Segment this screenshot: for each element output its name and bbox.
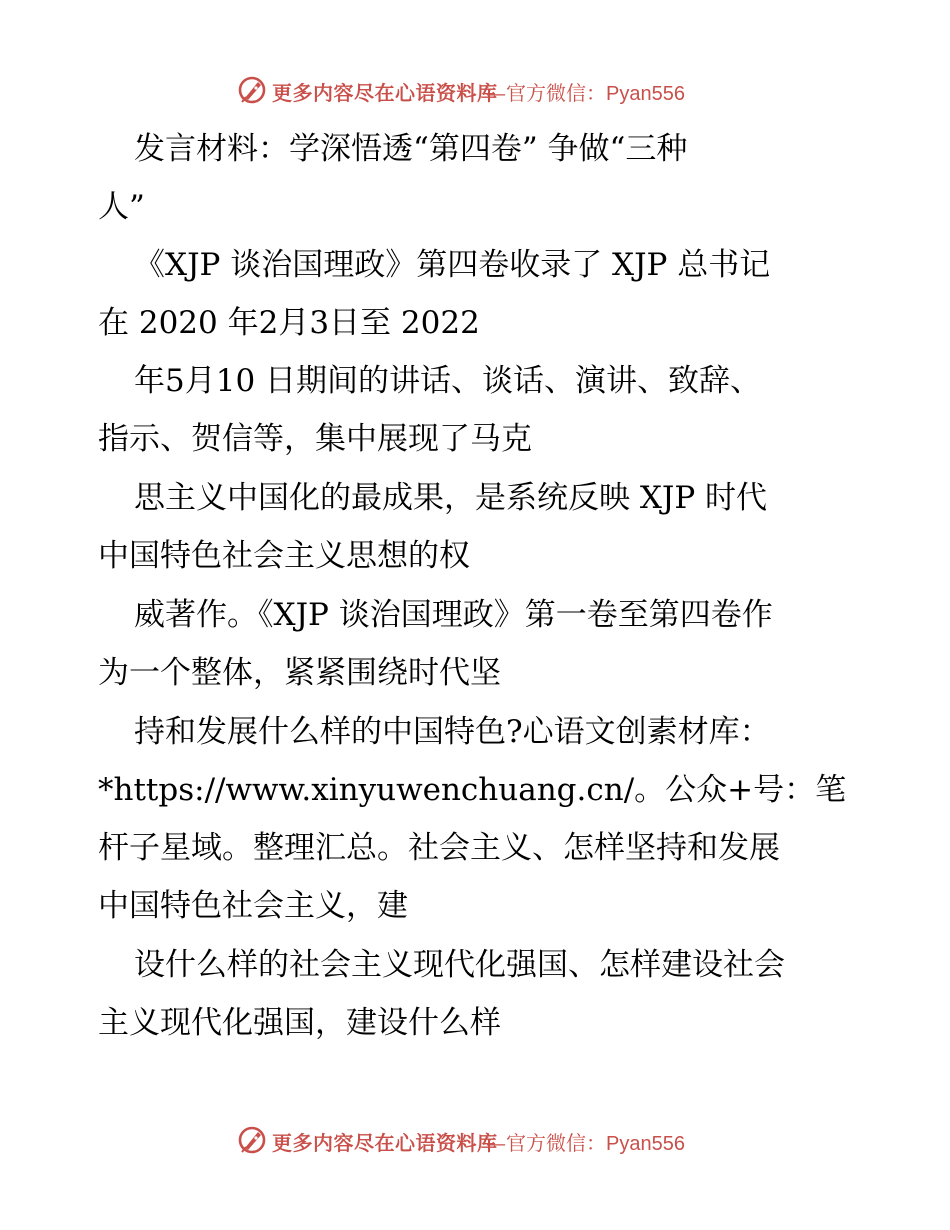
watermark-contact — [486, 1127, 685, 1156]
watermark-contact-id: Pyan556 — [606, 1133, 685, 1155]
body-line-13: 设什么样的社会主义现代化强国、怎样建设社会 — [134, 947, 785, 983]
watermark-banner-top — [0, 68, 950, 112]
body-line-5: 思主义中国化的最成果，是系统反映 XJP 时代 — [134, 480, 768, 516]
watermark-contact-id: Pyan556 — [606, 83, 685, 105]
body-line-11: 杆子星域。整理汇总。社会主义、怎样坚持和发展 — [98, 830, 780, 866]
watermark-brand-text: 更多内容尽在心语资料库 — [272, 1131, 498, 1155]
title-line-2: 人” — [98, 189, 145, 225]
watermark-contact-prefix: —官方微信： — [486, 1131, 606, 1155]
body-line-12: 中国特色社会主义，建 — [98, 888, 408, 924]
watermark-banner-bottom — [0, 1118, 950, 1162]
body-line-4: 指示、贺信等，集中展现了马克 — [98, 421, 532, 457]
body-line-14: 主义现代化强国，建设什么样 — [98, 1005, 501, 1041]
quill-pen-logo-icon — [236, 1124, 268, 1156]
body-line-2: 在 2020 年2月3日至 2022 — [98, 305, 480, 341]
quill-pen-logo-icon — [236, 74, 268, 106]
watermark-contact — [486, 77, 685, 106]
body-line-9: 持和发展什么样的中国特色?心语文创素材库： — [134, 714, 771, 750]
watermark-contact-prefix: —官方微信： — [486, 81, 606, 105]
body-line-3: 年5月10 日期间的讲话、谈话、演讲、致辞、 — [134, 363, 762, 399]
body-line-6: 中国特色社会主义思想的权 — [98, 538, 470, 574]
title-line-1: 发言材料：学深悟透“第四卷” 争做“三种 — [134, 131, 688, 167]
body-line-10: *https://www.xinyuwenchuang.cn/。公众+号：笔 — [98, 772, 847, 808]
watermark-brand-text: 更多内容尽在心语资料库 — [272, 81, 498, 105]
body-line-1: 《XJP 谈治国理政》第四卷收录了 XJP 总书记 — [134, 247, 771, 283]
body-line-7: 威著作。《XJP 谈治国理政》第一卷至第四卷作 — [134, 597, 773, 633]
body-line-8: 为一个整体，紧紧围绕时代坚 — [98, 655, 501, 691]
